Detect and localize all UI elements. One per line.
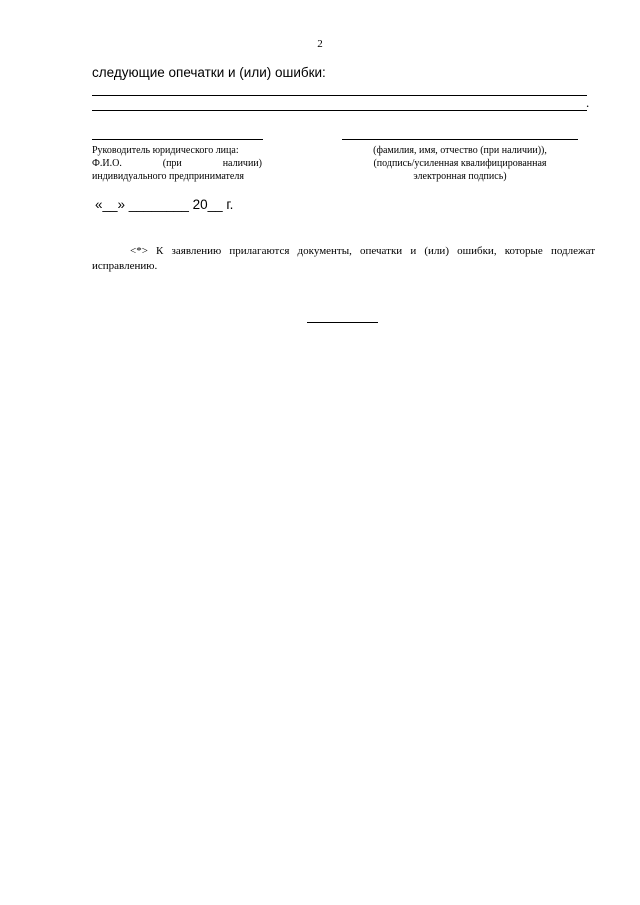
fill-line-1 <box>92 95 587 96</box>
date-line: «__» ________ 20__ г. <box>95 197 234 212</box>
signature-caption-left <box>92 144 262 183</box>
caption-right-line2: (подпись/усиленная квалифицированная <box>373 158 547 169</box>
caption-left-pri: (при <box>162 158 182 169</box>
page-number: 2 <box>317 38 323 50</box>
signature-caption-right <box>342 144 578 183</box>
caption-left-line1: Руководитель юридического лица: <box>92 145 239 156</box>
fill-line-2 <box>92 110 587 111</box>
caption-left-line2 <box>92 157 262 170</box>
fill-line-end-mark: . <box>586 95 590 110</box>
signature-line-left <box>92 139 263 140</box>
intro-text: следующие опечатки и (или) ошибки: <box>92 65 326 80</box>
caption-left-nalichii: наличии) <box>222 158 262 169</box>
signature-line-right <box>342 139 578 140</box>
caption-right-line1: (фамилия, имя, отчество (при наличии)), <box>373 145 547 156</box>
footnote-separator <box>307 322 378 323</box>
footnote: <*> К заявлению прилагаются документы, опечатки и (или) ошибки, которые подлежат исправлению. <box>92 245 595 272</box>
caption-right-line3: электронная подпись) <box>413 171 507 182</box>
caption-left-line3: индивидуального предпринимателя <box>92 171 244 182</box>
caption-left-fio: Ф.И.О. <box>92 158 122 169</box>
